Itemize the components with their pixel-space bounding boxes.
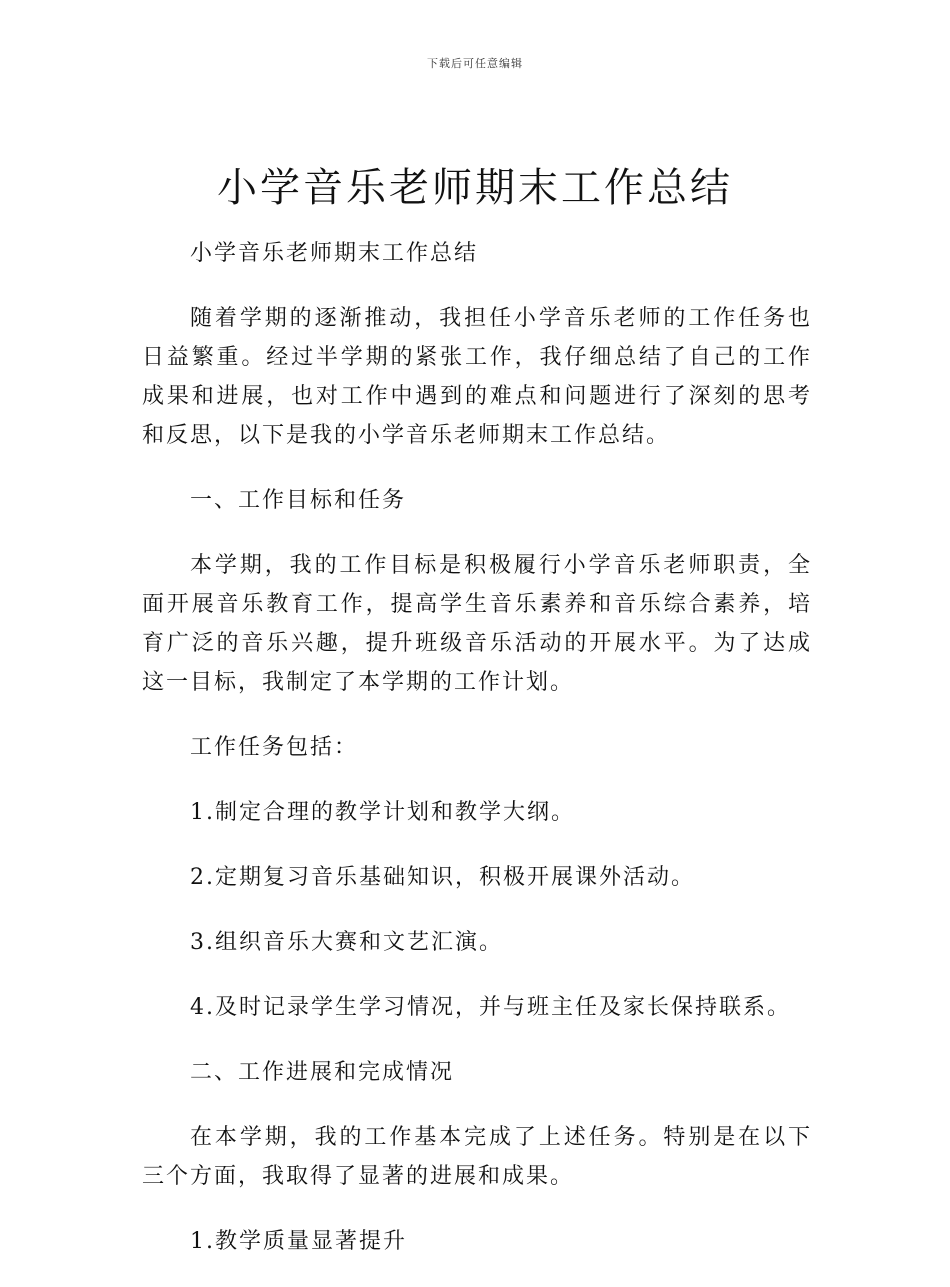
list-item-task-3: 3.组织音乐大赛和文艺汇演。 <box>190 930 503 955</box>
paragraph-tasks-intro: 工作任务包括： <box>190 735 359 760</box>
paragraph-progress: 在本学期，我的工作基本完成了上述任务。特别是在以下三个方面，我取得了显著的进展和成果。 <box>142 1125 812 1189</box>
list-item-task-1: 1.制定合理的教学计划和教学大纲。 <box>190 800 575 825</box>
section-heading-goals: 一、工作目标和任务 <box>190 488 407 513</box>
section-heading-progress: 二、工作进展和完成情况 <box>190 1060 455 1085</box>
paragraph-intro: 随着学期的逐渐推动，我担任小学音乐老师的工作任务也日益繁重。经过半学期的紧张工作，我仔细总结了自己的工作成果和进展，也对工作中遇到的难点和问题进行了深刻的思考和反思，以下是我的小学音乐老师期末工作总结。 <box>142 306 812 448</box>
list-item-task-4: 4.及时记录学生学习情况，并与班主任及家长保持联系。 <box>190 995 791 1020</box>
document-body <box>142 234 812 1287</box>
list-item-task-2: 2.定期复习音乐基础知识，积极开展课外活动。 <box>190 865 695 890</box>
list-item-achievement-1: 1.教学质量显著提升 <box>190 1229 407 1254</box>
document-title: 小学音乐老师期末工作总结 <box>217 165 733 211</box>
paragraph-goals: 本学期，我的工作目标是积极履行小学音乐老师职责，全面开展音乐教育工作，提高学生音乐素养和音乐综合素养，培育广泛的音乐兴趣，提升班级音乐活动的开展水平。为了达成这一目标，我制定了本学期的工作计划。 <box>142 553 812 695</box>
paragraph-subtitle: 小学音乐老师期末工作总结 <box>190 241 479 266</box>
page-header-note: 下载后可任意编辑 <box>427 57 523 70</box>
